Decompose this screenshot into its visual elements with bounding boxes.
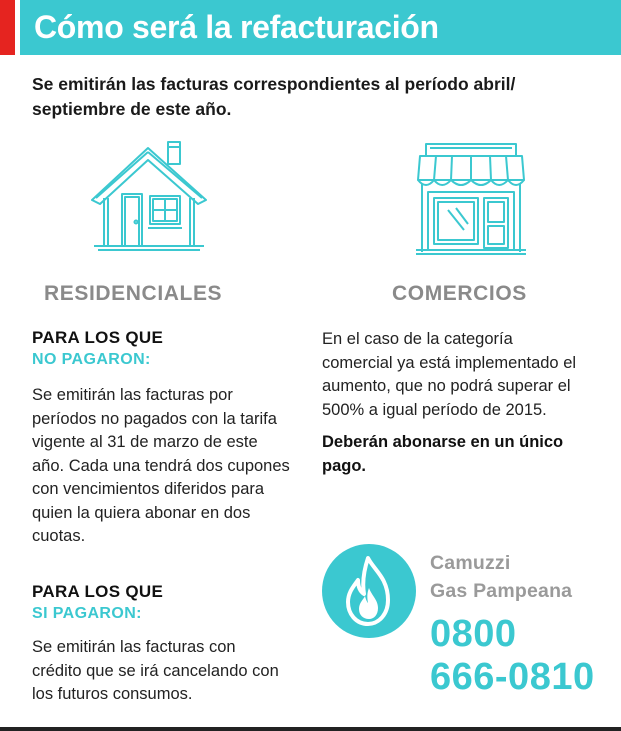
text-line: Se emitirán las facturas por [32,386,233,404]
brand-name: Camuzzi [430,552,511,574]
paid-label: PARA LOS QUE [32,582,164,601]
text-line: 500% a igual período de 2015. [322,400,547,419]
paid-highlight: SI PAGARON: [32,605,142,622]
phone-number: 0800 [430,613,517,655]
no-paid-highlight: NO PAGARON: [32,351,151,368]
commercial-title: COMERCIOS [392,282,527,305]
no-paid-label: PARA LOS QUE [32,328,164,347]
residential-title: RESIDENCIALES [44,282,223,305]
text-line: Se emitirán las facturas con [32,638,236,656]
text-line: quien la quiera abonar en dos [32,503,251,522]
flame-icon [322,544,416,638]
commercial-text [322,328,612,422]
text-line: los futuros consumos. [32,685,193,703]
text-line: pago. [322,456,366,475]
text-line: año. Cada una tendrá dos cupones [32,456,290,475]
text-line: comercial ya está implementado el [322,353,577,372]
text-line: cuotas. [32,527,86,545]
intro-text [32,72,592,122]
commercial-payment-note [322,431,612,478]
page-title: Cómo será la refacturación [34,9,439,45]
text-line: con vencimientos diferidos para [32,480,265,498]
text-line: En el caso de la categoría [322,330,513,348]
text-line: crédito que se irá cancelando con [32,661,279,680]
no-paid-text [32,384,312,549]
header-accent-bar [0,0,15,55]
brand-name: Gas Pampeana [430,580,573,602]
phone-number: 666-0810 [430,656,595,698]
intro-line: Se emitirán las facturas correspondientes al período abril/ [32,74,516,94]
store-icon [412,140,530,258]
text-line: vigente al 31 de marzo de este [32,433,258,451]
house-icon [88,138,212,254]
text-line: Deberán abonarse en un único [322,433,564,451]
intro-line: septiembre de este año. [32,99,232,119]
text-line: aumento, que no podrá superar el [322,377,571,395]
paid-text [32,636,312,707]
flame-logo [322,544,416,638]
text-line: períodos no pagados con la tarifa [32,409,277,428]
bottom-divider [0,727,621,731]
header-banner [20,0,621,55]
